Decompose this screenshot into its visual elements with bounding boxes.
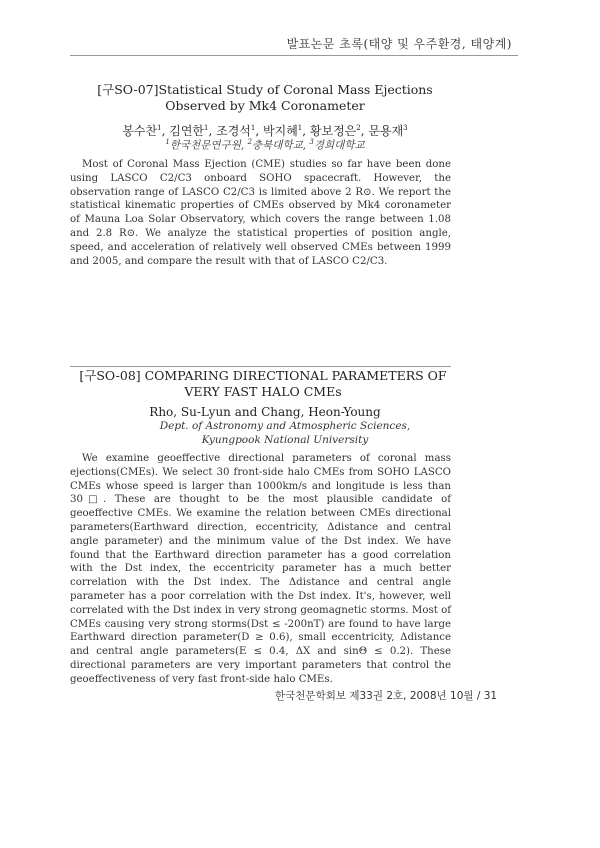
paper1-title: [구SO-07]Statistical Study of Coronal Mass Ejections Observed by Mk4 Coronameter	[97, 82, 433, 113]
paper2-abstract: We examine geoeffective directional parameters of coronal mass ejections(CMEs). We select 30 front-side halo CMEs from SOHO LASCO CMEs whose speed is larger than 1000km/s and longitude is less than 30□. These are thought to be the most plausible candidate of geoeffective CMEs. We examine the relation between CMEs directional parameters(Earthward direction, eccentricity, Δdistance and central angle parameter) and the minimum value of the Dst index. We have found that the Earthward direction parameter has a good correlation with the Dst index, the eccentricity parameter has a much better correlation with the Dst index. The Δdistance and central angle parameter has a poor correlation with the Dst index. It's, however, well correlated with the Dst index in very strong geomagnetic storms. Most of CMEs causing very strong storms(Dst ≤ -200nT) are found to have large Earthward direction parameter(D ≥ 0.6), small eccentricity, Δdistance and central angle parameters(E ≤ 0.4, ΔX and sinΘ ≤ 0.2). These directional parameters are very important parameters that control the geoeffectiveness of very fast front-side halo CMEs.	[70, 453, 451, 685]
author-name: 황보정은	[309, 124, 357, 138]
affil-mark: 1	[165, 138, 170, 146]
author-affil-mark: 1	[250, 124, 256, 132]
affil-name: 한국천문연구원	[169, 139, 241, 152]
paper1-authors: 봉수찬$^1$, 김연한$^1$, 조경석$^1$, 박지혜$^1$, 황보정은$^2$, 문용재$^3$	[122, 124, 408, 138]
header-divider	[70, 55, 518, 56]
paper2-title: [구SO-08] COMPARING DIRECTIONAL PARAMETERS OF VERY FAST HALO CMEs	[79, 368, 447, 399]
running-header: 발표논문 초록(태양 및 우주환경, 태양계)	[286, 37, 512, 51]
paper1-affiliations: $^1$한국천문연구원, $^2$충북대학교, $^3$경희대학교	[165, 138, 365, 152]
paper2-authors: Rho, Su-Lyun and Chang, Heon-Young	[149, 405, 381, 419]
author-name: 박지혜	[263, 124, 298, 138]
affil-mark: 3	[309, 138, 314, 146]
author-affil-mark: 1	[297, 124, 303, 132]
author-name: 김연한	[169, 124, 205, 138]
author-affil-mark: 2	[356, 124, 361, 132]
author-name: 조경석	[216, 124, 251, 138]
affil-name: 충북대학교	[252, 139, 303, 152]
affil-name: 경희대학교	[313, 139, 365, 152]
page-footer: 한국천문학회보 제33권 2호, 2008년 10월 / 31	[275, 690, 498, 702]
author-name: 문용재	[368, 124, 404, 138]
author-affil-mark: 1	[204, 124, 209, 132]
author-affil-mark: 1	[157, 124, 162, 132]
affil-mark: 2	[247, 138, 253, 146]
author-affil-mark: 3	[403, 124, 408, 132]
paper1-abstract: Most of Coronal Mass Ejection (CME) studies so far have been done using LASCO C2/C3 onboard SOHO spacecraft. However, the observation range of LASCO C2/C3 is limited above 2 R⊙. We report the statistical kinematic properties of CMEs observed by Mk4 coronameter of Mauna Loa Solar Observatory, which covers the range between 1.08 and 2.8 R⊙. We analyze the statistical properties of position angle, speed, and acceleration of relatively well observed CMEs between 1999 and 2005, and compare the result with that of LASCO C2/C3.	[70, 159, 451, 267]
section-divider	[70, 366, 451, 367]
author-name: 봉수찬	[122, 124, 158, 138]
paper2-affiliation: Dept. of Astronomy and Atmospheric Sciences, Kyungpook National University	[159, 420, 411, 446]
